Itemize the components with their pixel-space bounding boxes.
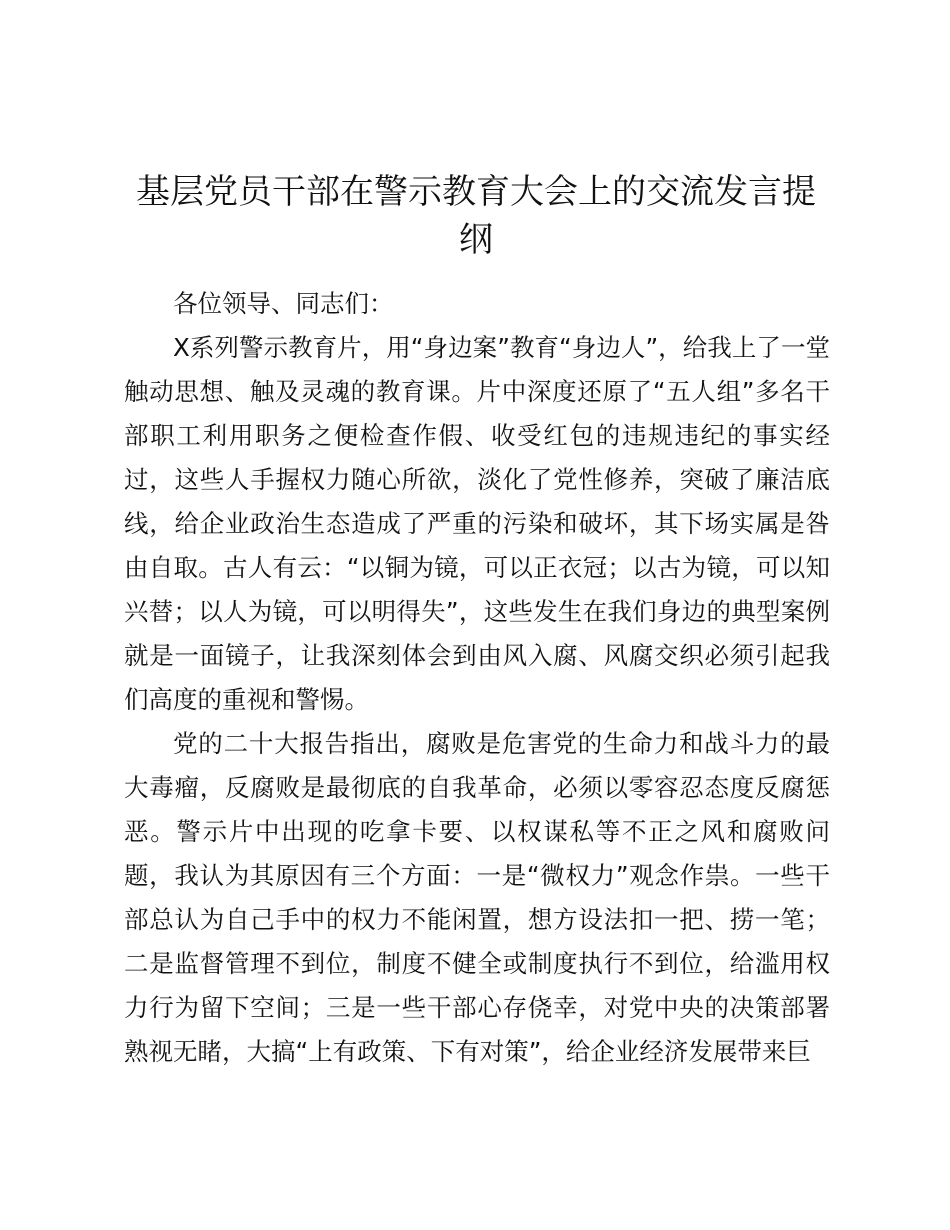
salutation: 各位领导、同志们： [173, 289, 394, 318]
document-title: 基层党员干部在警示教育大会上的交流发言提纲 [136, 172, 816, 260]
paragraph-1: X系列警示教育片，用“身边案”教育“身边人”，给我上了一堂触动思想、触及灵魂的教育课。片中深度还原了“五人组”多名干部职工利用职务之便检查作假、收受红包的违规违纪的事实经过，这些人手握权力随心所欲，淡化了党性修养，突破了廉洁底线，给企业政治生态造成了严重的污染和破坏，其下场实属是咎由自取。古人有云：“以铜为镜，可以正衣冠；以古为镜，可以知兴替；以人为镜，可以明得失”，这些发生在我们身边的典型案例就是一面镜子，让我深刻体会到由风入腐、风腐交织必须引起我们高度的重视和警惕。 [124, 333, 830, 714]
paragraph-2: 党的二十大报告指出，腐败是危害党的生命力和战斗力的最大毒瘤，反腐败是最彻底的自我革命，必须以零容忍态度反腐惩恶。警示片中出现的吃拿卡要、以权谋私等不正之风和腐败问题，我认为其原因有三个方面：一是“微权力”观念作祟。一些干部总认为自己手中的权力不能闲置，想方设法扣一把、捞一笔；二是监督管理不到位，制度不健全或制度执行不到位，给滥用权力行为留下空间；三是一些干部心存侥幸，对党中央的决策部署熟视无睹，大搞“上有政策、下有对策”，给企业经济发展带来巨 [124, 729, 830, 1066]
document-body [124, 282, 830, 1074]
